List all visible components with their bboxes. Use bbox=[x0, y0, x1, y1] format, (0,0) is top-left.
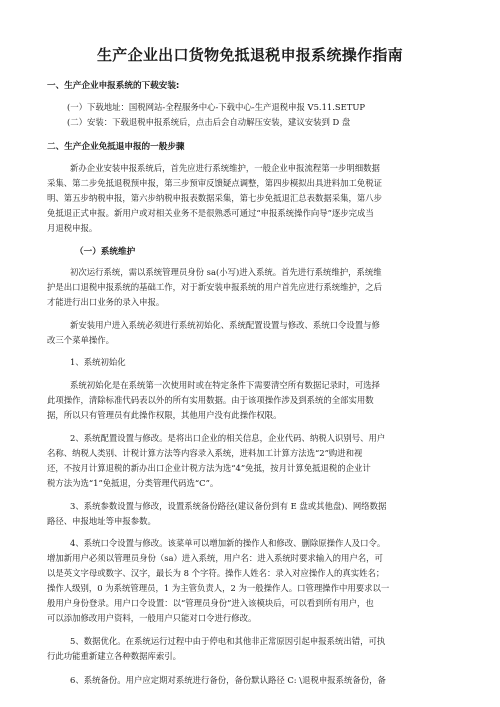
paragraph-line: 6、系统备份。用户应定期对系统进行备份，备份默认路径 C: \退税申报系统备份，备 bbox=[70, 675, 386, 685]
document-title: 生产企业出口货物免抵退税申报系统操作指南 bbox=[96, 46, 403, 64]
download-address: (一）下载地址：国税网站-全程服务中心-下载中心-生产退税申报 V5.11.SETUP bbox=[67, 102, 366, 112]
paragraph-line: 据，所以只有管理员有此操作权限，其他用户没有此操作权限。 bbox=[47, 410, 282, 420]
paragraph-line: 5、数据优化。在系统运行过程中由于停电和其他非正常原因引起申报系统出错，可执 bbox=[70, 636, 386, 646]
paragraph-line: 名称、纳税人类别、计税计算方法等内容录入系统，进料加工计算方法选“2”购进和视 bbox=[47, 448, 363, 458]
paragraph-line: 2、系统配置设置与修改。是将出口企业的相关信息，企业代码、纳税人识别号、用户 bbox=[70, 433, 386, 443]
paragraph-line: 新办企业安装申报系统后，首先应进行系统维护，一般企业申报流程第一步明细数据 bbox=[70, 163, 380, 173]
paragraph-line: 明、第五步纳税申报，第六步纳税申报表数据采集，第七步免抵退汇总表数据采集，第八步 bbox=[47, 193, 382, 203]
paragraph-line: 护是出口退税申报系统的基础工作，对于新安装申报系统的用户首先应进行系统维护，之后 bbox=[47, 282, 382, 292]
subheading-line: 1、系统初始化 bbox=[70, 357, 126, 367]
paragraph-line: 路径、申报地址等申报参数。 bbox=[47, 516, 156, 526]
paragraph-line: 此项操作，清除标准代码表以外的所有实用数据。由于该项操作涉及到系统的全部实用数 bbox=[47, 395, 374, 405]
paragraph-line: 才能进行出口业务的录入申报。 bbox=[47, 297, 165, 307]
paragraph-line: 改三个菜单操作。 bbox=[47, 335, 114, 345]
install-instruction: (二）安装：下载退税申报系统后，点击后会自动解压安装，建议安装到 D 盘 bbox=[67, 117, 351, 127]
paragraph-line: 税方法为选“1”免抵退，分类管理代码选“C”。 bbox=[47, 478, 219, 488]
paragraph-line: 以是英文字母或数字、汉字，最长为 8 个字符。操作人姓名：录入对应操作人的真实姓名； bbox=[47, 568, 385, 578]
paragraph-line: 3、系统参数设置与修改，设置系统备份路径(建议备份到有 E 盘或其他盘)、网络数据 bbox=[70, 501, 387, 511]
paragraph-line: 采集、第二步免抵退税预申报，第三步预审反馈疑点调整，第四步模拟出具进料加工免税证 bbox=[47, 178, 382, 188]
paragraph-line: 初次运行系统，需以系统管理员身份 sa(小写)进入系统。首先进行系统维护，系统维 bbox=[70, 267, 382, 277]
paragraph-line: 月退税申报。 bbox=[47, 223, 98, 233]
paragraph-line: 般用户身份登录。用户口令设置：以“管理员身份”进入该模块后，可以看到所有用户，也 bbox=[47, 598, 374, 608]
paragraph-line: 操作人级别，0 为系统管理员，1 为主管负责人，2 为一般操作人。口管理操作中用要求以一 bbox=[47, 583, 390, 593]
section-1-heading: 一、生产企业申报系统的下载安装: bbox=[47, 81, 180, 91]
paragraph-line: 增加新用户必须以管理员身份（sa）进入系统，用户名：进入系统时要求输入的用户名，可 bbox=[47, 553, 383, 563]
paragraph-line: 4、系统口令设置与修改。该菜单可以增加新的操作人和修改、删除原操作人及口令。 bbox=[70, 538, 386, 548]
paragraph-line: 系统初始化是在系统第一次使用时或在特定条件下需要清空所有数据记录时，可选择 bbox=[70, 380, 380, 390]
paragraph-line: 行此功能重新建立各种数据库索引。 bbox=[47, 651, 181, 661]
paragraph-line: 新安装用户进入系统必须进行系统初始化、系统配置设置与修改、系统口令设置与修 bbox=[70, 320, 380, 330]
subsection-heading: （一）系统维护 bbox=[75, 247, 136, 257]
paragraph-line: 可以添加修改用户资料，一般用户只能对口令进行修改。 bbox=[47, 613, 257, 623]
paragraph-line: 还，不按月计算退税的新办出口企业计税方法为选“4”免抵，按月计算免抵退税的企业计 bbox=[47, 463, 371, 473]
paragraph-line: 免抵退正式申报。新用户或对相关业务不是很熟悉可通过“申报系统操作向导”逐步完成当 bbox=[47, 208, 374, 218]
section-2-heading: 二、生产企业免抵退申报的一般步骤 bbox=[47, 142, 185, 152]
